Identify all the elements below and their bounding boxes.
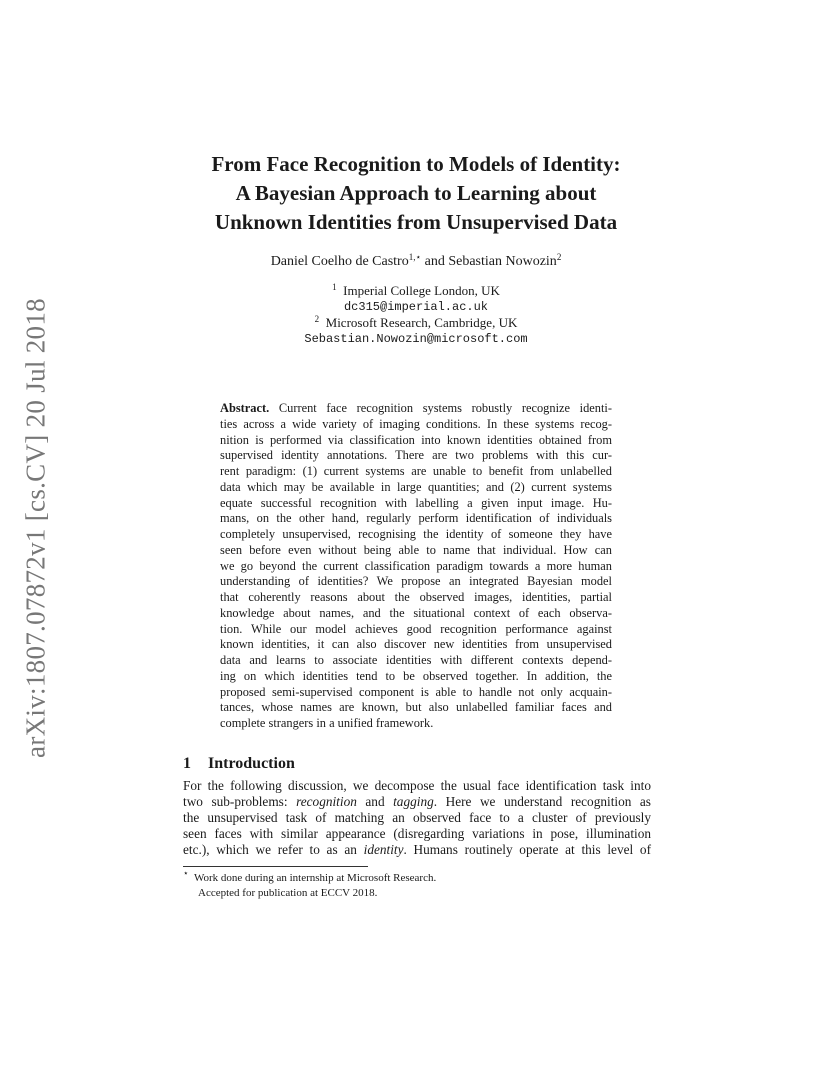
abstract-line: mans, on the other hand, regularly perform identification of individuals xyxy=(220,511,612,526)
emphasis: identity xyxy=(363,842,404,857)
abstract-line: we go beyond the current classification paradigm towards a more human xyxy=(220,558,612,573)
abstract-line: knowledge about names, and the situational context of each observa- xyxy=(220,605,612,620)
affiliation-name: Imperial College London, UK xyxy=(343,283,500,298)
author-name: Sebastian Nowozin xyxy=(448,254,557,269)
section-number: 1 xyxy=(183,755,191,773)
emphasis: tagging xyxy=(393,794,434,809)
abstract-line: proposed semi-supervised component is able to handle not only acquain- xyxy=(220,684,612,699)
footnotes xyxy=(183,868,651,901)
paper-title xyxy=(150,150,682,237)
abstract-line: seen before even without being able to name that individual. How can xyxy=(220,542,612,557)
abstract-line: supervised identity annotations. There are two problems with this cur- xyxy=(220,448,612,463)
abstract-line: nition is performed via classification into known identities obtained from xyxy=(220,432,612,447)
footnote-mark: ⋆ xyxy=(183,868,189,878)
abstract-line: complete strangers in a unified framework. xyxy=(220,716,434,730)
abstract-line: completely unsupervised, recognising the identity of someone they have xyxy=(220,527,612,541)
footnote-text: Accepted for publication at ECCV 2018. xyxy=(198,887,378,899)
abstract xyxy=(220,401,612,732)
author-list xyxy=(150,254,682,270)
footnote-rule xyxy=(183,866,368,867)
author-affiliation-mark: 1,⋆ xyxy=(408,252,422,262)
body-line: For the following discussion, we decompose the usual face identification task into xyxy=(183,778,651,793)
arxiv-identifier: arXiv:1807.07872v1 [cs.CV] 20 Jul 2018 xyxy=(20,298,51,758)
affiliations xyxy=(150,283,682,347)
emphasis: recognition xyxy=(296,794,357,809)
abstract-line: ties across a wide variety of imaging conditions. In these systems recog- xyxy=(220,416,612,431)
author-connector: and xyxy=(424,254,445,269)
title-line: A Bayesian Approach to Learning about xyxy=(235,181,597,205)
author-name: Daniel Coelho de Castro xyxy=(270,254,409,269)
abstract-line: equate successful recognition with labelling a given input image. Hu- xyxy=(220,495,612,510)
abstract-line: ing on which identities tend to be observed together. In addition, the xyxy=(220,668,612,683)
footnote-text: Work done during an internship at Microsoft Research. xyxy=(193,872,437,884)
affiliation-mark: 2 xyxy=(314,314,320,324)
affiliation-mark: 1 xyxy=(332,282,337,292)
abstract-line: tances, whose names are known, but also unlabelled familiar faces and xyxy=(220,700,612,715)
abstract-line: that coherently reasons about the observed images, identities, partial xyxy=(220,590,612,604)
abstract-label: Abstract. xyxy=(220,401,270,415)
author-email: dc315@imperial.ac.uk xyxy=(343,300,489,314)
author-affiliation-mark: 2 xyxy=(556,252,562,262)
abstract-line: rent paradigm: (1) current systems are unable to benefit from unlabelled xyxy=(220,464,612,478)
author-email: Sebastian.Nowozin@microsoft.com xyxy=(304,332,528,346)
abstract-line: data and learns to associate identities with different contexts depend- xyxy=(220,653,612,667)
section-title: Introduction xyxy=(208,755,295,773)
abstract-line: tion. While our model achieves good recognition performance against xyxy=(220,621,612,636)
body-text xyxy=(183,778,651,858)
title-line: From Face Recognition to Models of Identity: xyxy=(211,152,621,176)
body-line: etc.), which we refer to as an identity. Humans routinely operate at this level of xyxy=(183,842,651,857)
abstract-line: understanding of identities? We propose an integrated Bayesian model xyxy=(220,574,612,589)
affiliation-name: Microsoft Research, Cambridge, UK xyxy=(325,315,518,330)
section-heading xyxy=(183,755,295,773)
abstract-line: known identities, it can also discover new identities from unsupervised xyxy=(220,637,612,652)
body-line: seen faces with similar appearance (disregarding variations in pose, illumination xyxy=(183,826,651,841)
title-line: Unknown Identities from Unsupervised Data xyxy=(214,210,618,234)
abstract-line: data which may be available in large quantities; and (2) current systems xyxy=(220,479,612,494)
body-line: two sub-problems: recognition and tagging. Here we understand recognition as xyxy=(183,794,651,809)
body-line: the unsupervised task of matching an observed face to a cluster of previously xyxy=(183,810,651,825)
abstract-line: Current face recognition systems robustly recognize identi- xyxy=(278,401,612,415)
